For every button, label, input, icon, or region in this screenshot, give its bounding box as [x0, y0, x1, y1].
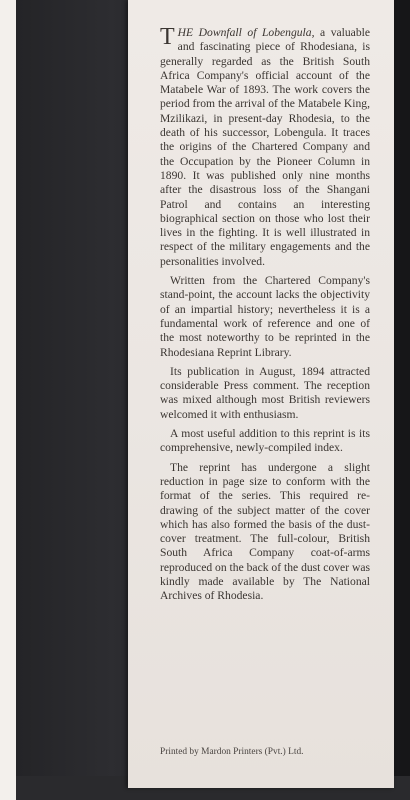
drop-cap: T: [160, 24, 175, 50]
blurb-text: [160, 26, 370, 609]
blurb-paragraph-4: A most useful addition to this reprint is its comprehensive, newly-compiled index.: [160, 427, 370, 455]
blurb-paragraph-1: [160, 26, 370, 269]
paragraph-1-text: a valuable and fascinating piece of Rhodesiana, is generally regarded as the British South Africa Company's official account of the Matabele War of 1893. The work covers the period from the arrival of the Matabele King, Mzilikazi, in present-day Rhodesia, to the death of his successor, Lobengula. It traces the origins of the Chartered Company and the Occupation by the Pioneer Column in 1890. It was published only nine months after the disastrous loss of the Shangani Patrol and contains an interesting biographical section on those who lost their lives in the fighting. It is well illustrated in respect of the military engagements and the personalities involved.: [160, 26, 370, 268]
blurb-paragraph-3: Its publication in August, 1894 attracted considerable Press comment. The reception was mixed although most British reviewers welcomed it with enthusiasm.: [160, 364, 370, 421]
printer-credit: Printed by Mardon Printers (Pvt.) Ltd.: [160, 747, 304, 757]
blurb-paragraph-2: Written from the Chartered Company's stand-point, the account lacks the objectivity of an impartial history; nevertheless it is a fundamental work of reference and one of the most noteworthy to be reprinted in the Rhodesiana Reprint Library.: [160, 274, 370, 359]
book-title: HE Downfall of Lobengula,: [177, 26, 315, 39]
scan-margin: [0, 0, 16, 800]
blurb-paragraph-5: The reprint has undergone a slight reduction in page size to conform with the format of the series. This required re-drawing of the subject matter of the cover which has also formed the basis of the dust-cover treatment. The full-colour, British South Africa Company coat-of-arms reproduced on the back of the dust cover was kindly made available by The National Archives of Rhodesia.: [160, 460, 370, 603]
